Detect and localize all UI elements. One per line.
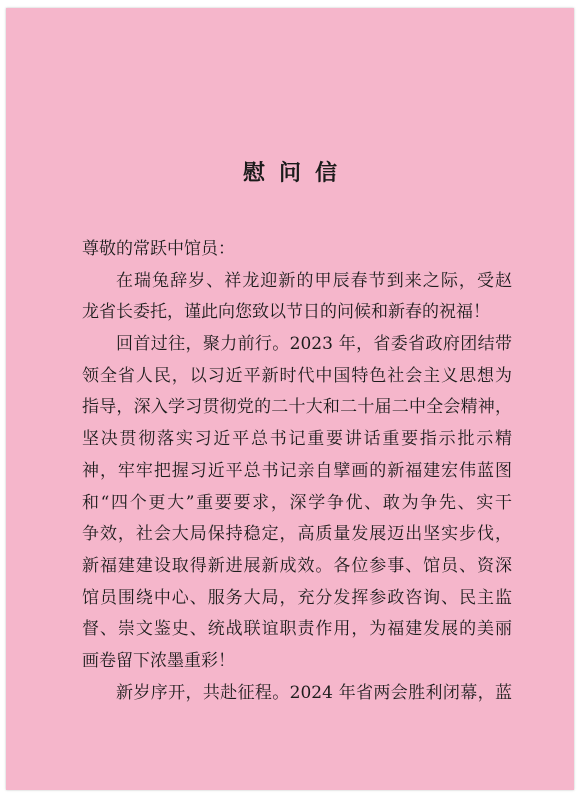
paragraph-line: 回首过往，聚力前行。2023 年，省委省政府团结带 bbox=[116, 334, 512, 355]
paragraph-line: 新福建建设取得新进展新成效。各位参事、馆员、资深 bbox=[82, 555, 512, 576]
paragraph-line: 在瑞兔辞岁、祥龙迎新的甲辰春节到来之际，受赵 bbox=[116, 270, 512, 291]
paragraph-line: 坚决贯彻落实习近平总书记重要讲话重要指示批示精 bbox=[82, 429, 512, 450]
paragraph-line: 画卷留下浓墨重彩！ bbox=[82, 650, 235, 671]
paragraph-line: 领全省人民，以习近平新时代中国特色社会主义思想为 bbox=[82, 365, 512, 386]
paragraph-greeting bbox=[82, 266, 512, 329]
letter-page bbox=[6, 8, 574, 790]
paragraph-line: 争效，社会大局保持稳定，高质量发展迈出坚实步伐， bbox=[82, 524, 512, 545]
paragraph-line: 督、崇文鉴史、统战联谊职责作用，为福建发展的美丽 bbox=[82, 619, 512, 640]
paragraph-line: 神，牢牢把握习近平总书记亲自擘画的新福建宏伟蓝图 bbox=[82, 460, 512, 481]
salutation: 尊敬的常跃中馆员： bbox=[82, 239, 235, 259]
paragraph-line: 和“四个更大”重要要求，深学争优、敢为争先、实干 bbox=[82, 492, 512, 513]
paragraph-line: 龙省长委托，谨此向您致以节日的问候和新春的祝福！ bbox=[82, 302, 490, 323]
paragraph-line: 指导，深入学习贯彻党的二十大和二十届二中全会精神， bbox=[82, 397, 512, 418]
letter-title: 慰问信 bbox=[242, 160, 351, 186]
paragraph-outlook bbox=[82, 678, 512, 710]
paragraph-line: 新岁序开，共赴征程。2024 年省两会胜利闭幕，蓝 bbox=[116, 682, 512, 703]
letter-body bbox=[82, 234, 512, 709]
paragraph-line: 馆员围绕中心、服务大局，充分发挥参政咨询、民主监 bbox=[82, 587, 512, 608]
paragraph-review bbox=[82, 329, 512, 678]
